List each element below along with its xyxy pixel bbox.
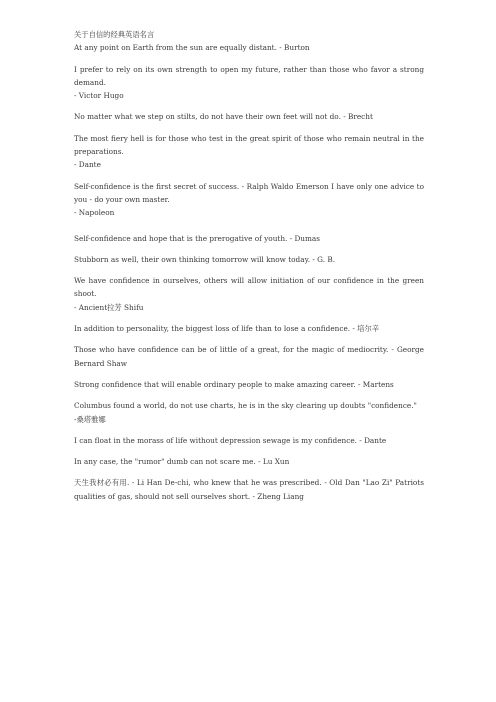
quote-paragraph: In addition to personality, the biggest loss of life than to lose a confidence. - 培尔辛 (74, 324, 380, 334)
quote-paragraph: Self-confidence and hope that is the prerogative of youth. - Dumas (74, 233, 321, 243)
document-body (74, 28, 424, 503)
quote-paragraph: I prefer to rely on its own strength to open my future, rather than those who favor a strong demand. - Victor Hugo (74, 64, 424, 101)
quote-paragraph: We have confidence in ourselves, others will allow initiation of our confidence in the green shoot. - Ancient拉芳 Shifu (74, 276, 424, 312)
quote-paragraph: 天生我材必有用. - Li Han De-chi, who knew that he was prescribed. - Old Dan "Lao Zi" Patriots qualities of gas, should not sell ourselves short. - Zheng Liang (74, 478, 424, 501)
quote-paragraph: No matter what we step on stilts, do not have their own feet will not do. - Brecht (74, 112, 373, 122)
document-title: 关于自信的经典英语名言 (74, 30, 155, 39)
quote-paragraph: Stubborn as well, their own thinking tomorrow will know today. - G. B. (74, 254, 336, 264)
quote-paragraph: Columbus found a world, do not use charts, he is in the sky clearing up doubts "confidence." -桑塔雅娜 (74, 401, 417, 424)
quote-paragraph: Those who have confidence can be of little of a great, for the magic of mediocrity. - George Bernard Shaw (74, 345, 424, 368)
quote-paragraph: I can float in the morass of life without depression sewage is my confidence. - Dante (74, 435, 387, 445)
quote-paragraph: The most fiery hell is for those who test in the great spirit of those who remain neutral in the preparations. - Dante (74, 133, 424, 170)
quote-paragraph: In any case, the "rumor" dumb can not scare me. - Lu Xun (74, 457, 290, 467)
quote-paragraph: Self-confidence is the first secret of success. - Ralph Waldo Emerson I have only one advice to you - do your own master. - Napoleon (74, 181, 424, 218)
quote-paragraph: Strong confidence that will enable ordinary people to make amazing career. - Martens (74, 379, 394, 389)
quote-paragraph: At any point on Earth from the sun are equally distant. - Burton (74, 43, 310, 53)
